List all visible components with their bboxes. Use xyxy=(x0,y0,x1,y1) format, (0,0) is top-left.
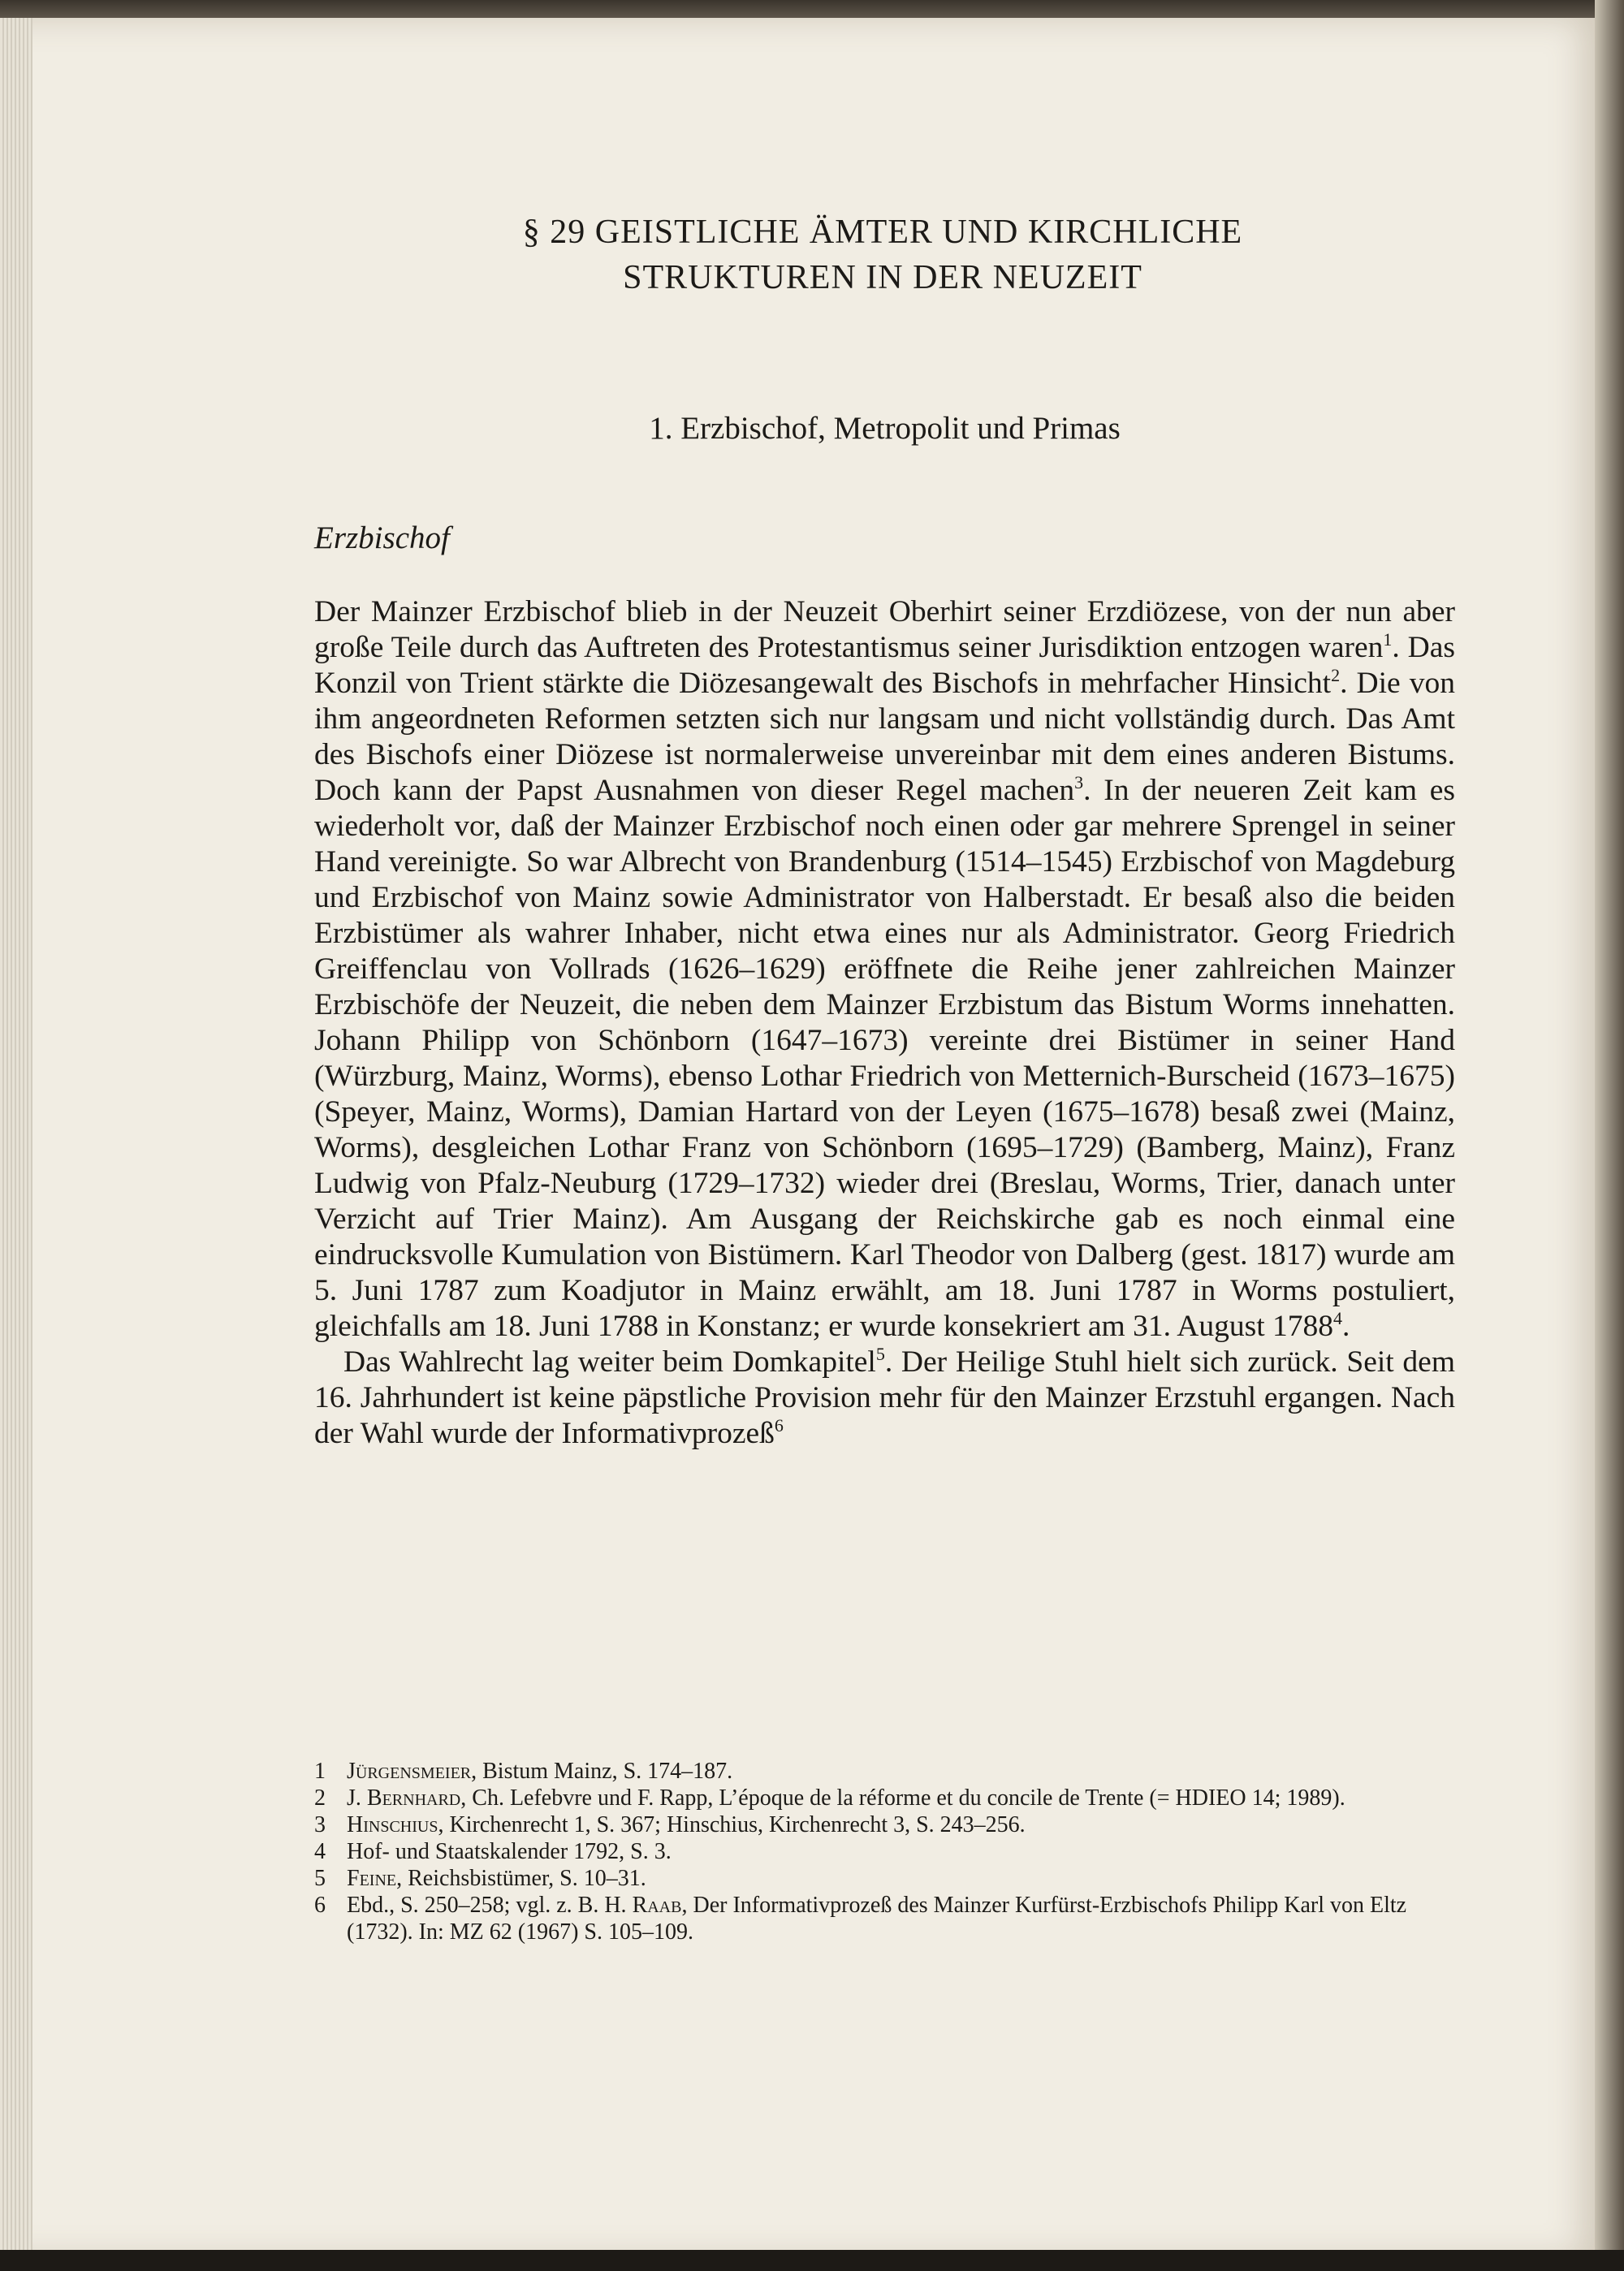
section-title-line-2: STRUKTUREN IN DER NEUZEIT xyxy=(623,259,1142,296)
footnote-body: , Bistum Mainz, S. 174–187. xyxy=(471,1759,733,1784)
paragraph xyxy=(314,594,1455,1345)
footnote-text xyxy=(347,1892,1455,1945)
text-run: . Das Konzil von Trient stärkte die Diözesangewalt des Bischofs in mehrfacher Hinsicht xyxy=(314,631,1455,700)
footnote-number: 1 xyxy=(314,1759,326,1784)
footnote xyxy=(314,1892,1455,1945)
footnote-prefix: Ebd., S. 250–258; vgl. z. B. H. xyxy=(347,1893,633,1918)
footnote-text xyxy=(347,1865,1455,1892)
body-text xyxy=(314,594,1455,1452)
footnote-ref[interactable]: 4 xyxy=(1333,1308,1342,1328)
footnote xyxy=(314,1785,1455,1811)
footnote-ref[interactable]: 5 xyxy=(875,1344,885,1364)
footnote-text xyxy=(347,1785,1455,1811)
footnote-number: 3 xyxy=(314,1812,326,1837)
footnote-number: 5 xyxy=(314,1866,326,1891)
page-stack-edge xyxy=(0,18,32,2259)
footnote-body: , Kirchenrecht 1, S. 367; Hinschius, Kirchenrecht 3, S. 243–256. xyxy=(438,1812,1026,1837)
text-run: Das Wahlrecht lag weiter beim Domkapitel xyxy=(343,1345,876,1379)
section-title-line-1: § 29 GEISTLICHE ÄMTER UND KIRCHLICHE xyxy=(522,214,1243,251)
footnote-number: 6 xyxy=(314,1893,326,1918)
footnote-author: Raab xyxy=(632,1893,682,1918)
footnote xyxy=(314,1811,1455,1838)
footnote-prefix: J. xyxy=(347,1785,367,1811)
footnote-ref[interactable]: 6 xyxy=(774,1415,784,1436)
footnote xyxy=(314,1865,1455,1892)
footnotes xyxy=(314,1758,1455,1945)
footnote-text xyxy=(347,1811,1455,1838)
footnote-body: , Der Informativprozeß des Mainzer Kurfürst-Erzbischofs Philipp Karl von Eltz (1732). In: MZ 62 (1967) S. 105–109. xyxy=(347,1893,1407,1945)
footnote-ref[interactable]: 1 xyxy=(1383,629,1393,650)
footnote-text xyxy=(347,1838,1455,1865)
book-spine-shadow xyxy=(1595,0,1624,2271)
footnote-body: , Ch. Lefebvre und F. Rapp, L’époque de la réforme et du concile de Trente (= HDIEO 14; 1989). xyxy=(460,1785,1345,1811)
footnote-number: 4 xyxy=(314,1839,326,1864)
footnote-number: 2 xyxy=(314,1785,326,1811)
subheading: Erzbischof xyxy=(314,520,450,555)
footnote-body: Hof- und Staatskalender 1792, S. 3. xyxy=(347,1839,672,1864)
text-run: . Die von ihm angeordneten Reformen setzten sich nur langsam und nicht vollständig durch. Das Amt des Bischofs einer Diözese ist normalerweise unvereinbar mit dem eines anderen Bistums. Doch kann der Papst Ausnahmen von dieser Regel machen xyxy=(314,667,1455,807)
book-bottom-edge xyxy=(0,2250,1624,2271)
text-run: Der Mainzer Erzbischof blieb in der Neuzeit Oberhirt seiner Erzdiözese, von der nun aber große Teile durch das Auftreten des Protestantismus seiner Jurisdiktion entzogen waren xyxy=(314,595,1455,664)
footnote-body: , Reichsbistümer, S. 10–31. xyxy=(396,1866,646,1891)
footnote-author: Feine xyxy=(347,1866,397,1891)
text-run: . Der Heilige Stuhl hielt sich zurück. Seit dem 16. Jahrhundert ist keine päpstliche Provision mehr für den Mainzer Erzstuhl ergangen. Nach der Wahl wurde der Informativprozeß xyxy=(314,1345,1455,1450)
footnote-author: Hinschius xyxy=(347,1812,438,1837)
footnote-text xyxy=(347,1758,1455,1785)
text-run: . In der neueren Zeit kam es wiederholt vor, daß der Mainzer Erzbischof noch einen oder gar mehrere Sprengel in seiner Hand vereinigte. So war Albrecht von Brandenburg (1514–1545) Erzbischof von Magdeburg und Erzbischof von Mainz sowie Administrator von Halberstadt. Er besaß also die beiden Erzbistümer als wahrer Inhaber, nicht etwa eines nur als Administrator. Georg Friedrich Greiffenclau von Vollrads (1626–1629) eröffnete die Reihe jener zahlreichen Mainzer Erzbischöfe der Neuzeit, die neben dem Mainzer Erzbistum das Bistum Worms innehatten. Johann Philipp von Schönborn (1647–1673) vereinte drei Bistümer in seiner Hand (Würzburg, Mainz, Worms), ebenso Lothar Friedrich von Metternich-Burscheid (1673–1675) (Speyer, Mainz, Worms), Damian Hartard von der Leyen (1675–1678) besaß zwei (Mainz, Worms), desgleichen Lothar Franz von Schönborn (1695–1729) (Bamberg, Mainz), Franz Ludwig von Pfalz-Neuburg (1729–1732) wieder drei (Breslau, Worms, Trier, danach unter Verzicht auf Trier Mainz). Am Ausgang der Reichskirche gab es noch einmal eine eindrucksvolle Kumulation von Bistümern. Karl Theodor von Dalberg (gest. 1817) wurde am 5. Juni 1787 zum Koadjutor in Mainz erwählt, am 18. Juni 1787 in Worms postuliert, gleichfalls am 18. Juni 1788 in Konstanz; er wurde konsekriert am 31. August 1788 xyxy=(314,774,1456,1343)
paragraph xyxy=(314,1345,1455,1452)
footnote-ref[interactable]: 3 xyxy=(1074,772,1084,792)
footnote-author: Bernhard xyxy=(366,1785,461,1811)
section-title xyxy=(436,209,1329,300)
text-run: . xyxy=(1342,1310,1350,1343)
footnote-author: Jürgensmeier xyxy=(347,1759,472,1784)
footnote-ref[interactable]: 2 xyxy=(1331,665,1341,685)
subsection-title: 1. Erzbischof, Metropolit und Primas xyxy=(649,411,1121,446)
footnote xyxy=(314,1758,1455,1785)
footnote xyxy=(314,1838,1455,1865)
